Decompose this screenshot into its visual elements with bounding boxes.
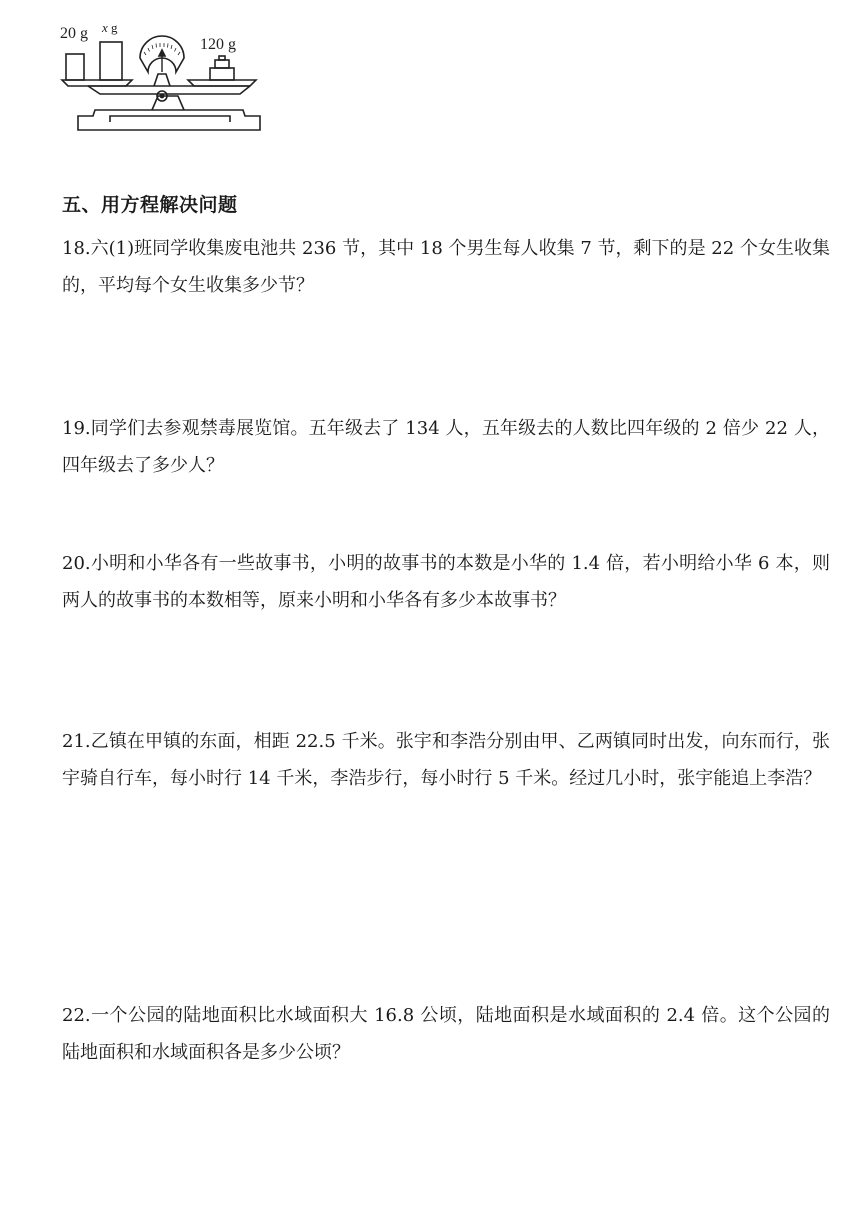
weight-x-box [100, 42, 122, 80]
question-number: 21. [62, 731, 91, 752]
weight-120g-block [210, 68, 234, 80]
question-text: 同学们去参观禁毒展览馆。五年级去了 134 人，五年级去的人数比四年级的 2 倍少 22 人，四年级去了多少人？ [62, 418, 830, 476]
question-number: 20. [62, 553, 91, 574]
question-text: 小明和小华各有一些故事书，小明的故事书的本数是小华的 1.4 倍，若小明给小华 6 本，则两人的故事书的本数相等，原来小明和小华各有多少本故事书？ [62, 553, 830, 611]
question-text: 六(1)班同学收集废电池共 236 节，其中 18 个男生每人收集 7 节，剩下的是 22 个女生收集的，平均每个女生收集多少节？ [62, 238, 830, 296]
label-20g: 20 g [60, 25, 88, 42]
question-number: 19. [62, 418, 91, 439]
question-19 [62, 410, 830, 484]
scale-base-inner [110, 116, 230, 122]
question-22 [62, 997, 830, 1071]
question-text: 乙镇在甲镇的东面，相距 22.5 千米。张宇和李浩分别由甲、乙两镇同时出发，向东而行，张宇骑自行车，每小时行 14 千米，李浩步行，每小时行 5 千米。经过几小时，张宇能追上李浩？ [62, 731, 830, 789]
label-120g: 120 g [200, 36, 236, 53]
question-18 [62, 230, 830, 304]
question-20 [62, 545, 830, 619]
section-title: 五、用方程解决问题 [62, 194, 238, 216]
weight-20g-box [66, 54, 84, 80]
question-number: 22. [62, 1005, 91, 1026]
question-number: 18. [62, 238, 91, 259]
balance-scale-drawing [60, 12, 270, 140]
scale-base [78, 110, 260, 130]
left-pan [62, 80, 132, 86]
question-21 [62, 723, 830, 797]
right-pan [188, 80, 256, 86]
question-text: 一个公园的陆地面积比水域面积大 16.8 公顷，陆地面积是水域面积的 2.4 倍。这个公园的陆地面积和水域面积各是多少公顷？ [62, 1005, 830, 1063]
balance-scale-figure [60, 12, 270, 140]
label-xg: x g [102, 20, 118, 35]
